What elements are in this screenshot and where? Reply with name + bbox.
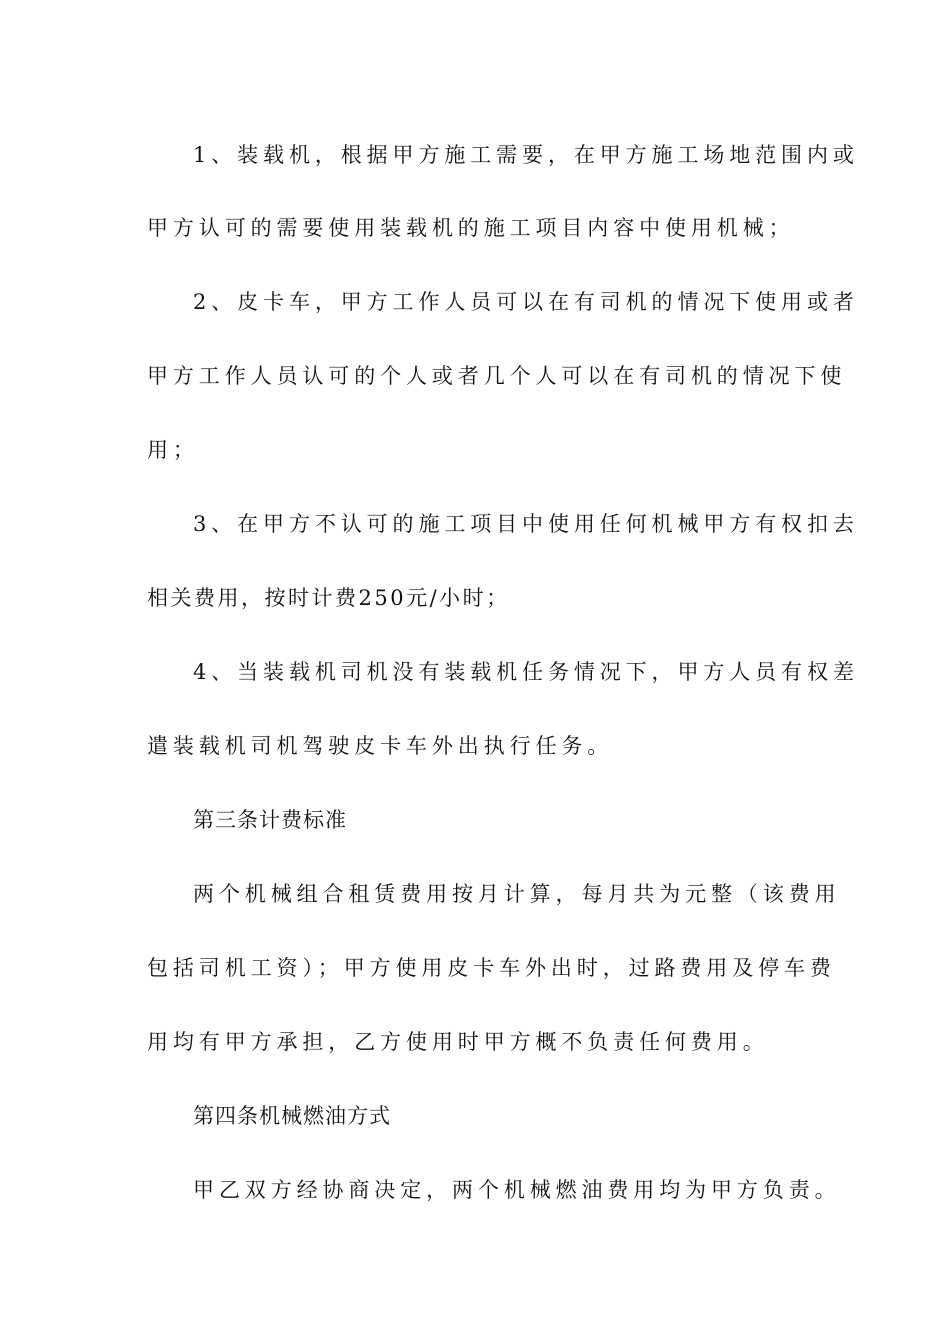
clause-4-line-1: 4、当装载机司机没有装载机任务情况下，甲方人员有权差 (193, 660, 859, 684)
clause-3-line-1: 3、在甲方不认可的施工项目中使用任何机械甲方有权扣去 (193, 512, 859, 536)
clause-2-line-3: 用； (147, 438, 199, 462)
article-3-heading: 第三条计费标准 (193, 808, 347, 832)
clause-1-line-1: 1、装载机，根据甲方施工需要，在甲方施工场地范围内或 (193, 143, 859, 167)
clause-1-line-2: 甲方认可的需要使用装载机的施工项目内容中使用机械； (147, 216, 795, 240)
fee-line-2: 包括司机工资）；甲方使用皮卡车外出时，过路费用及停车费 (147, 956, 836, 980)
article-4-heading: 第四条机械燃油方式 (193, 1104, 391, 1128)
clause-2-line-1: 2、皮卡车，甲方工作人员可以在有司机的情况下使用或者 (193, 290, 859, 314)
fee-line-1: 两个机械组合租赁费用按月计算，每月共为元整（该费用 (193, 882, 841, 906)
fuel-line-1: 甲乙双方经协商决定，两个机械燃油费用均为甲方负责。 (193, 1178, 841, 1202)
fee-line-3: 用均有甲方承担，乙方使用时甲方概不负责任何费用。 (147, 1030, 769, 1054)
clause-3-line-2: 相关费用，按时计费250元/小时； (147, 586, 510, 610)
clause-2-line-2: 甲方工作人员认可的个人或者几个人可以在有司机的情况下使 (147, 364, 847, 388)
clause-4-line-2: 遣装载机司机驾驶皮卡车外出执行任务。 (147, 734, 614, 758)
